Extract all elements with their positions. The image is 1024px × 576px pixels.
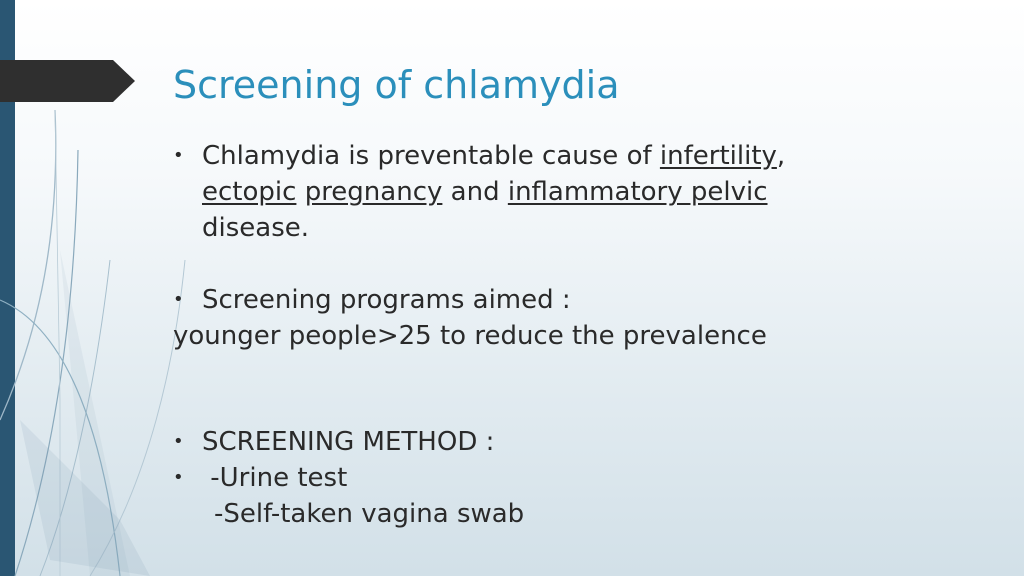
bullet-line — [202, 138, 973, 174]
bullet-text: SCREENING METHOD : — [202, 427, 495, 457]
bullet-dot: • — [173, 467, 184, 488]
spacer — [173, 246, 973, 282]
bullet-item — [173, 282, 973, 318]
comma: , — [776, 141, 786, 171]
ectopic-link[interactable]: ectopic — [202, 177, 297, 207]
bullet-text: -Urine test — [202, 463, 348, 493]
bullet-dot: • — [173, 145, 184, 166]
inflammatory-pelvic-link[interactable]: inflammatory pelvic — [507, 177, 768, 207]
spacer — [173, 354, 973, 424]
bullet-line: disease. — [202, 213, 310, 243]
bullet-text: Screening programs aimed : — [202, 285, 571, 315]
slide-content — [173, 138, 973, 532]
bullet-text: Chlamydia is preventable cause of — [202, 141, 660, 171]
bullet-item — [173, 138, 973, 246]
bullet-dot: • — [173, 289, 184, 310]
slide-title: Screening of chlamydia — [173, 63, 620, 107]
title-arrow-shape — [0, 60, 135, 102]
bullet-item — [173, 460, 973, 532]
bullet-dot: • — [173, 431, 184, 452]
space — [296, 177, 304, 207]
pregnancy-link[interactable]: pregnancy — [304, 177, 443, 207]
bullet-continuation: -Self-taken vagina swab — [214, 499, 525, 529]
bullet-line — [202, 174, 973, 210]
conjunction: and — [442, 177, 508, 207]
bullet-continuation: younger people>25 to reduce the prevalence — [173, 321, 767, 351]
infertility-link[interactable]: infertility — [659, 141, 777, 171]
bullet-item — [173, 424, 973, 460]
